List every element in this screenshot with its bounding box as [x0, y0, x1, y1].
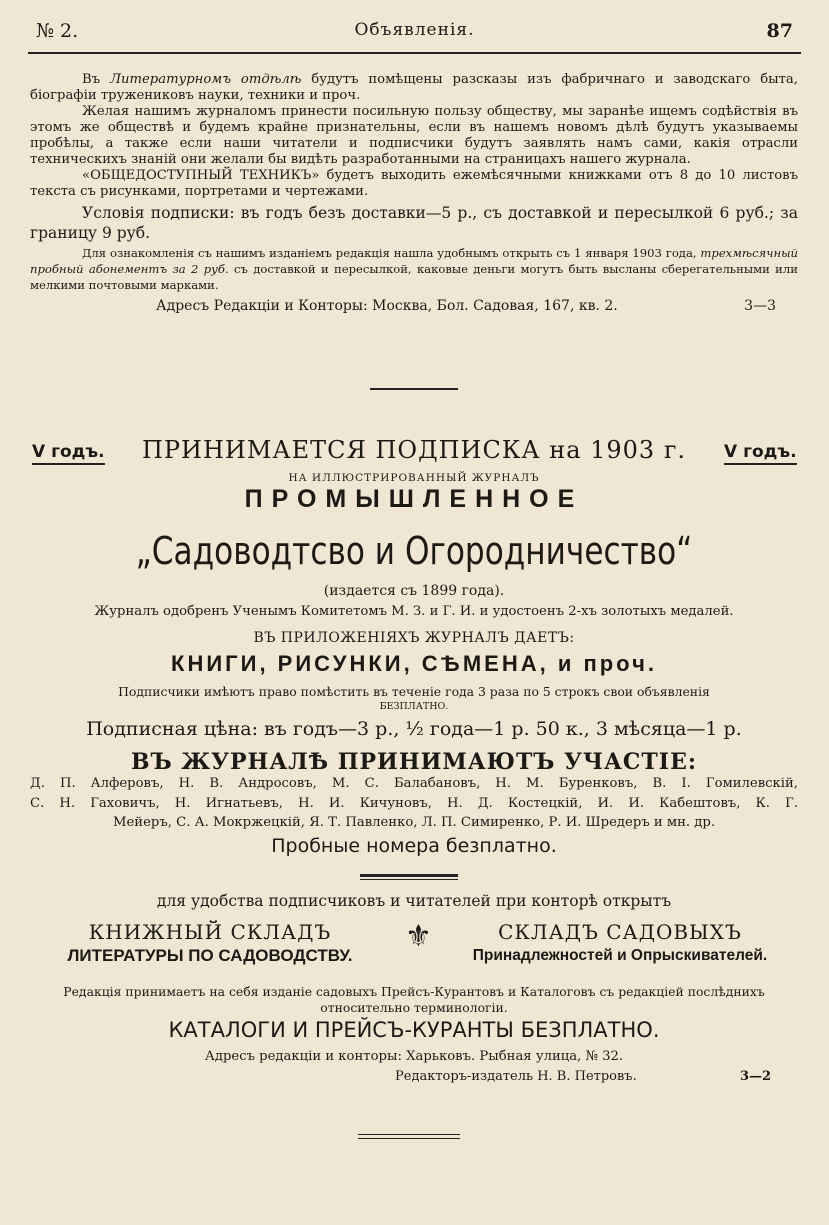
literary-section-paragraph: Въ Литературномъ отдѣлѣ будутъ помѣщены разсказы изъ фабричнаго и заводскаго быта, біографіи тружениковъ науки, техники и проч.: [30, 72, 798, 103]
subscription-terms: Условія подписки: въ годъ безъ доставки—5 р., съ доставкой и пересылкой 6 руб.; за границу 9 руб.: [30, 204, 798, 242]
journal-edition-mark: 3—2: [740, 1069, 772, 1084]
literary-section-label: Литературномъ отдѣлѣ: [109, 72, 302, 87]
kicker-title: ПРОМЫШЛЕННОЕ: [244, 485, 584, 513]
technik-edition-mark: 3—3: [744, 298, 776, 314]
convenience-line: для удобства подписчиковъ и читателей при конторѣ открытъ: [156, 892, 672, 910]
free-catalogs: КАТАЛОГИ И ПРЕЙСЪ-КУРАНТЫ БЕЗПЛАТНО.: [168, 1018, 660, 1042]
contributors-line-3: Мейеръ, С. А. Мокржецкій, Я. Т. Павленко, Л. П. Симиренко, Р. И. Шредеръ и мн. др.: [112, 815, 716, 830]
book-warehouse: [40, 920, 380, 966]
samples-rule: [360, 874, 458, 877]
supplement-products: КНИГИ, РИСУНКИ, СѢМЕНА, и проч.: [171, 651, 657, 676]
appeal-paragraph: Желая нашимъ журналомъ принести посильную пользу обществу, мы заранѣе ищемъ содѣйствія въ этомъ же обществѣ и будемъ крайне признательны, если въ нашемъ новомъ дѣлѣ будутъ указываемы пробѣлы, а также если наши читатели и подписчики будутъ заявлять намъ сами, какія отрасли техническихъ знаній они желали бы видѣть разработанными на страницахъ нашего журнала.: [30, 104, 798, 167]
trial-offer-label: трехмѣсячный пробный абонементъ за 2 руб.: [30, 246, 798, 276]
approval-line: Журналъ одобренъ Ученымъ Комитетомъ М. З. и Г. И. и удостоенъ 2-хъ золотыхъ медалей.: [94, 604, 734, 619]
contributors-line-2: С. Н. Гаховичъ, Н. Игнатьевъ, Н. И. Кичуновъ, Н. Д. Костецкій, И. И. Кабештовъ, К. Г.: [30, 796, 798, 811]
editor-line: [395, 1069, 637, 1084]
book-warehouse-title: КНИЖНЫЙ СКЛАДЪ: [88, 920, 332, 944]
samples-rule-thin: [360, 879, 458, 880]
garden-warehouse-subtitle: Принадлежностей и Опрыскивателей.: [472, 947, 768, 964]
page-number: 87: [766, 20, 793, 42]
supplements-heading: ВЪ ПРИЛОЖЕНІЯХЪ ЖУРНАЛЪ ДАЕТЪ:: [253, 630, 575, 646]
contributors-heading: ВЪ ЖУРНАЛѢ ПРИНИМАЮТЪ УЧАСТІЕ:: [130, 749, 697, 775]
year-badge-left: V годъ.: [32, 442, 105, 465]
footer-rule: [358, 1134, 460, 1135]
garden-warehouse-title: СКЛАДЪ САДОВЫХЪ: [498, 920, 742, 944]
section-divider: [370, 388, 458, 390]
page-header: [28, 20, 801, 48]
subscription-price: Подписная цѣна: въ годъ—3 р., ½ года—1 р. 50 к., 3 мѣсяца—1 р.: [86, 718, 742, 740]
technik-address: Адресъ Редакціи и Конторы: Москва, Бол. Садовая, 167, кв. 2. 3—3: [156, 298, 776, 314]
subscription-heading: ПРИНИМАЕТСЯ ПОДПИСКА на 1903 г.: [141, 436, 687, 464]
subscriber-ads-line: Подписчики имѣютъ право помѣстить въ теченіе года 3 раза по 5 строкъ свои объявленія: [118, 684, 710, 699]
editor-name: Редакторъ-издатель Н. В. Петровъ.: [395, 1069, 637, 1084]
editorial-note: Редакція принимаетъ на себя изданіе садовыхъ Прейсъ-Курантовъ и Каталоговъ съ редакціей послѣднихъ относительно терминологіи.: [63, 984, 765, 1015]
journal-type: НА ИЛЛЮСТРИРОВАННЫЙ ЖУРНАЛЪ: [288, 472, 540, 484]
frequency-paragraph: «ОБЩЕДОСТУПНЫЙ ТЕХНИКЪ» будетъ выходить ежемѣсячными книжками отъ 8 до 10 листовъ текста съ рисунками, портретами и чертежами.: [30, 168, 798, 199]
trial-offer-paragraph: Для ознакомленія съ нашимъ изданіемъ редакція нашла удобнымъ открыть съ 1 января 1903 года, трехмѣсячный пробный абонементъ за 2 руб. съ доставкой и пересылкой, каковые деньги могутъ быть высланы сберегательными или мелкими почтовыми марками.: [30, 246, 798, 292]
subscriber-ads-free: БЕЗПЛАТНО.: [379, 701, 449, 712]
journal-address: Адресъ редакціи и конторы: Харьковъ. Рыбная улица, № 32.: [204, 1049, 624, 1064]
header-rule: [28, 52, 801, 54]
issue-number: № 2.: [36, 20, 79, 42]
publication-since: (издается съ 1899 года).: [323, 583, 505, 599]
book-warehouse-subtitle: ЛИТЕРАТУРЫ ПО САДОВОДСТВУ.: [67, 946, 353, 965]
contributors-line-1: Д. П. Алферовъ, Н. В. Андросовъ, М. С. Балабановъ, Н. М. Буренковъ, В. І. Гомилевскій,: [30, 776, 798, 791]
free-samples: Пробные номера безплатно.: [271, 835, 557, 857]
year-badge-right: V годъ.: [724, 442, 797, 465]
technik-advert: [30, 72, 798, 315]
garden-warehouse: [430, 920, 810, 965]
fleur-ornament-icon: ⚜: [405, 919, 432, 954]
footer-rule-2: [358, 1138, 460, 1139]
journal-masthead: „Садоводтсво и Огородничество“: [135, 529, 693, 573]
section-title: Объявленія.: [354, 20, 475, 40]
